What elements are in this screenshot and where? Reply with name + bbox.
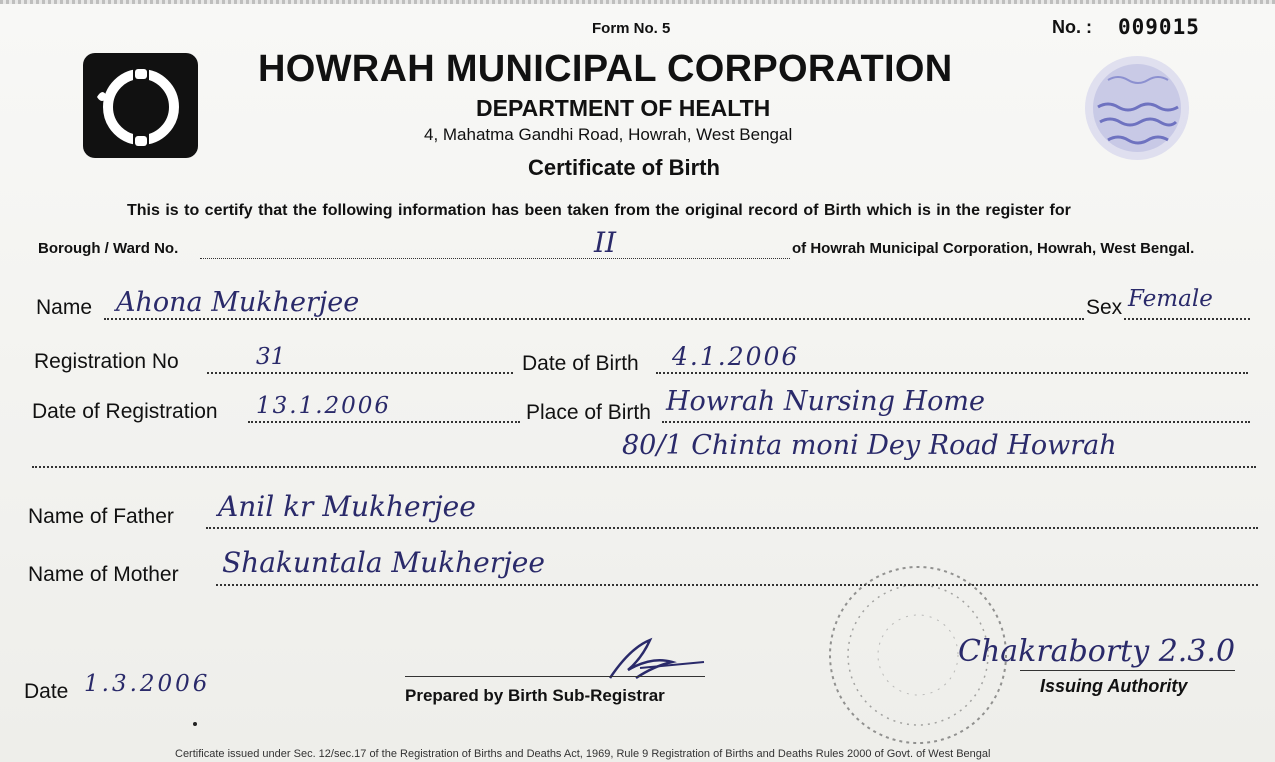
issue-date-value: 1.3.2006 bbox=[84, 671, 211, 697]
registration-no-line bbox=[207, 372, 513, 374]
prepared-by-label: Prepared by Birth Sub-Registrar bbox=[405, 686, 665, 705]
borough-suffix: of Howrah Municipal Corporation, Howrah, West Bengal. bbox=[792, 240, 1195, 257]
name-line bbox=[104, 318, 1084, 320]
father-name-value: Anil kr Mukherjee bbox=[218, 490, 476, 523]
ink-mark bbox=[193, 722, 197, 726]
certificate-number: 009015 bbox=[1118, 15, 1200, 39]
issuer-signature: Chakraborty 2.3.0 bbox=[958, 634, 1236, 669]
issuing-authority-label: Issuing Authority bbox=[1040, 676, 1188, 696]
borough-line bbox=[200, 258, 790, 259]
date-of-registration-value: 13.1.2006 bbox=[256, 393, 392, 419]
legal-footnote: Certificate issued under Sec. 12/sec.17 of the Registration of Births and Deaths Act, 1969, Rule 9 Registration of Births and Deaths Rules 2000 of Govt. of West Bengal bbox=[175, 748, 991, 760]
registration-no-label: Registration No bbox=[34, 350, 179, 373]
borough-value: II bbox=[594, 226, 617, 259]
sex-value: Female bbox=[1128, 286, 1213, 312]
issuing-authority-line bbox=[1020, 670, 1235, 671]
father-name-line bbox=[206, 527, 1258, 529]
registration-no-value: 31 bbox=[256, 344, 286, 370]
place-of-birth-label: Place of Birth bbox=[526, 401, 651, 424]
date-of-birth-label: Date of Birth bbox=[522, 352, 639, 375]
name-label: Name bbox=[36, 296, 93, 319]
mother-name-line bbox=[216, 584, 1258, 586]
father-name-label: Name of Father bbox=[28, 505, 174, 528]
certification-statement: This is to certify that the following information has been taken from the original record of Birth which is in the register for bbox=[127, 202, 1071, 219]
issue-date-label: Date bbox=[24, 680, 69, 703]
organization-name: HOWRAH MUNICIPAL CORPORATION bbox=[258, 48, 953, 90]
date-of-birth-line bbox=[656, 372, 1248, 374]
certificate-number-label: No. : bbox=[1052, 17, 1092, 37]
hmc-emblem-icon bbox=[83, 53, 198, 158]
embossed-seal-icon bbox=[1078, 52, 1196, 164]
certificate-title: Certificate of Birth bbox=[528, 155, 720, 180]
date-of-registration-line bbox=[248, 421, 520, 423]
place-of-birth-address: 80/1 Chinta moni Dey Road Howrah bbox=[622, 430, 1117, 461]
perforated-edge bbox=[0, 0, 1275, 4]
place-of-birth-line-2 bbox=[32, 466, 1256, 468]
sub-registrar-signature bbox=[600, 630, 710, 690]
prepared-by-line bbox=[405, 676, 705, 677]
organization-address: 4, Mahatma Gandhi Road, Howrah, West Bengal bbox=[424, 125, 793, 144]
sex-label: Sex bbox=[1086, 296, 1123, 319]
name-value: Ahona Mukherjee bbox=[116, 287, 360, 318]
sex-line bbox=[1124, 318, 1250, 320]
date-of-registration-label: Date of Registration bbox=[32, 400, 218, 423]
place-of-birth-line bbox=[662, 421, 1250, 423]
date-of-birth-value: 4.1.2006 bbox=[672, 342, 800, 371]
mother-name-label: Name of Mother bbox=[28, 563, 179, 586]
form-number: Form No. 5 bbox=[592, 20, 671, 37]
borough-label: Borough / Ward No. bbox=[38, 240, 179, 257]
mother-name-value: Shakuntala Mukherjee bbox=[222, 546, 545, 579]
department-name: DEPARTMENT OF HEALTH bbox=[476, 95, 771, 121]
place-of-birth-value: Howrah Nursing Home bbox=[666, 386, 985, 417]
